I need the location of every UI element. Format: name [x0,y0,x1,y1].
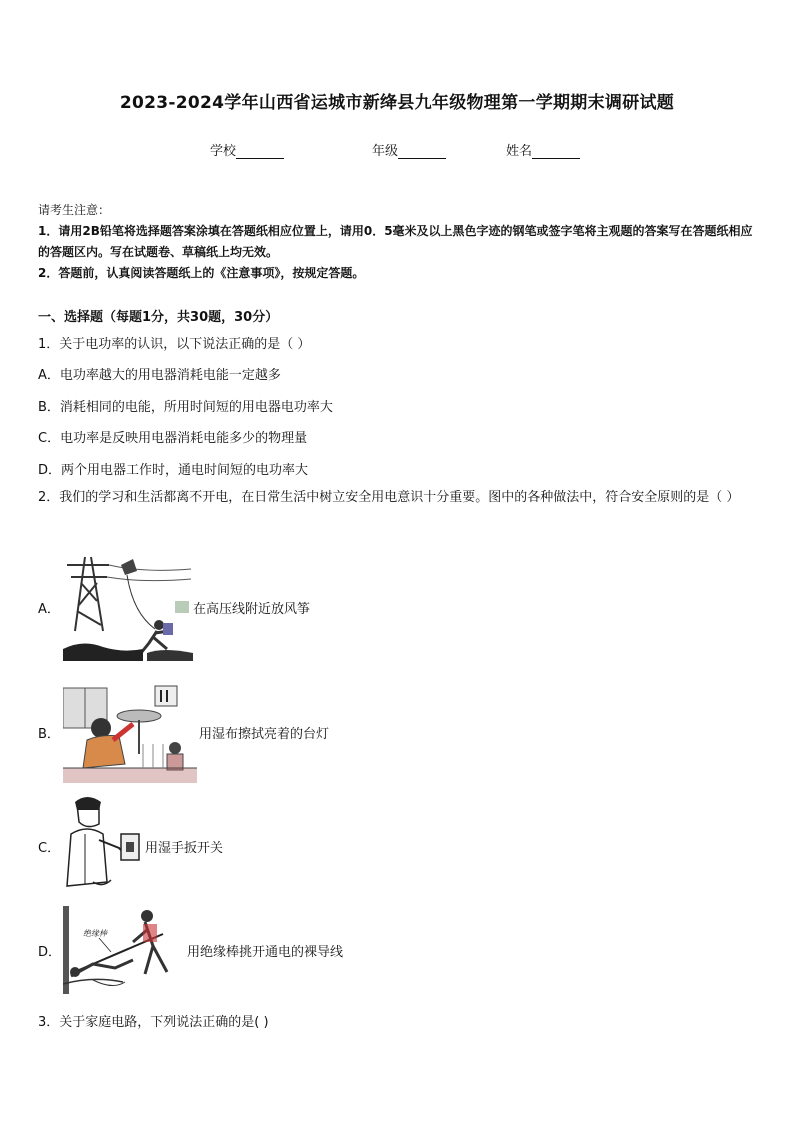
school-label: 学校 [210,144,237,159]
notice-heading: 请考生注意： [38,203,111,217]
q2-option-c-letter[interactable]: C． [38,841,61,856]
notice-block [38,200,760,284]
school-field[interactable] [210,140,284,159]
notice-item-2: 2．答题前，认真阅读答题纸上的《注意事项》，按规定答题。 [38,266,365,280]
section-heading: 一、选择题（每题1分，共30题，30分） [38,310,279,325]
name-field[interactable] [506,140,580,159]
q2-option-d-letter[interactable]: D． [38,945,62,960]
page-title: 2023-2024学年山西省运城市新绛县九年级物理第一学期期末调研试题 [119,93,675,113]
q1-option-a[interactable]: A．电功率越大的用电器消耗电能一定越多 [38,368,281,383]
insulated-rod-label: 绝缘棒 [83,929,107,938]
name-blank[interactable] [532,144,580,159]
wet-hand-switch-image [63,794,145,892]
student-info-row [0,140,794,160]
q2-option-a-text[interactable]: 在高压线附近放风筝 [193,602,311,617]
q2-option-b-text[interactable]: 用湿布擦拭亮着的台灯 [199,727,330,742]
q2-option-c-text[interactable]: 用湿手扳开关 [145,841,224,856]
insulated-rod-wire-image [63,906,187,994]
q3-stem: 3．关于家庭电路，下列说法正确的是( ) [38,1015,269,1030]
notice-item-1: 1．请用2B铅笔将选择题答案涂填在答题纸相应位置上，请用0．5毫米及以上黑色字迹的钢笔或签字笔将主观题的答案写在答题纸相应的答题区内。写在试题卷、草稿纸上均无效。 [38,224,753,259]
q2-stem: 2．我们的学习和生活都离不开电，在日常生活中树立安全用电意识十分重要。图中的各种做法中，符合安全原则的是（ ） [38,490,740,505]
q2-option-d-text[interactable]: 用绝缘棒挑开通电的裸导线 [187,945,344,960]
q1-option-b[interactable]: B．消耗相同的电能，所用时间短的用电器电功率大 [38,400,333,415]
q2-option-a-letter[interactable]: A． [38,602,60,617]
q1-option-d[interactable]: D．两个用电器工作时，通电时间短的电功率大 [38,463,309,478]
school-blank[interactable] [236,144,284,159]
name-label: 姓名 [506,144,533,159]
q2-option-b-letter[interactable]: B． [38,727,60,742]
grade-field[interactable] [372,140,446,159]
q1-option-c[interactable]: C．电功率是反映用电器消耗电能多少的物理量 [38,431,308,446]
wipe-lamp-wet-cloth-image [63,684,197,783]
grade-label: 年级 [372,144,399,159]
kite-near-powerline-image [63,553,193,661]
grade-blank[interactable] [398,144,446,159]
q1-stem: 1．关于电功率的认识，以下说法正确的是（ ） [38,337,311,352]
